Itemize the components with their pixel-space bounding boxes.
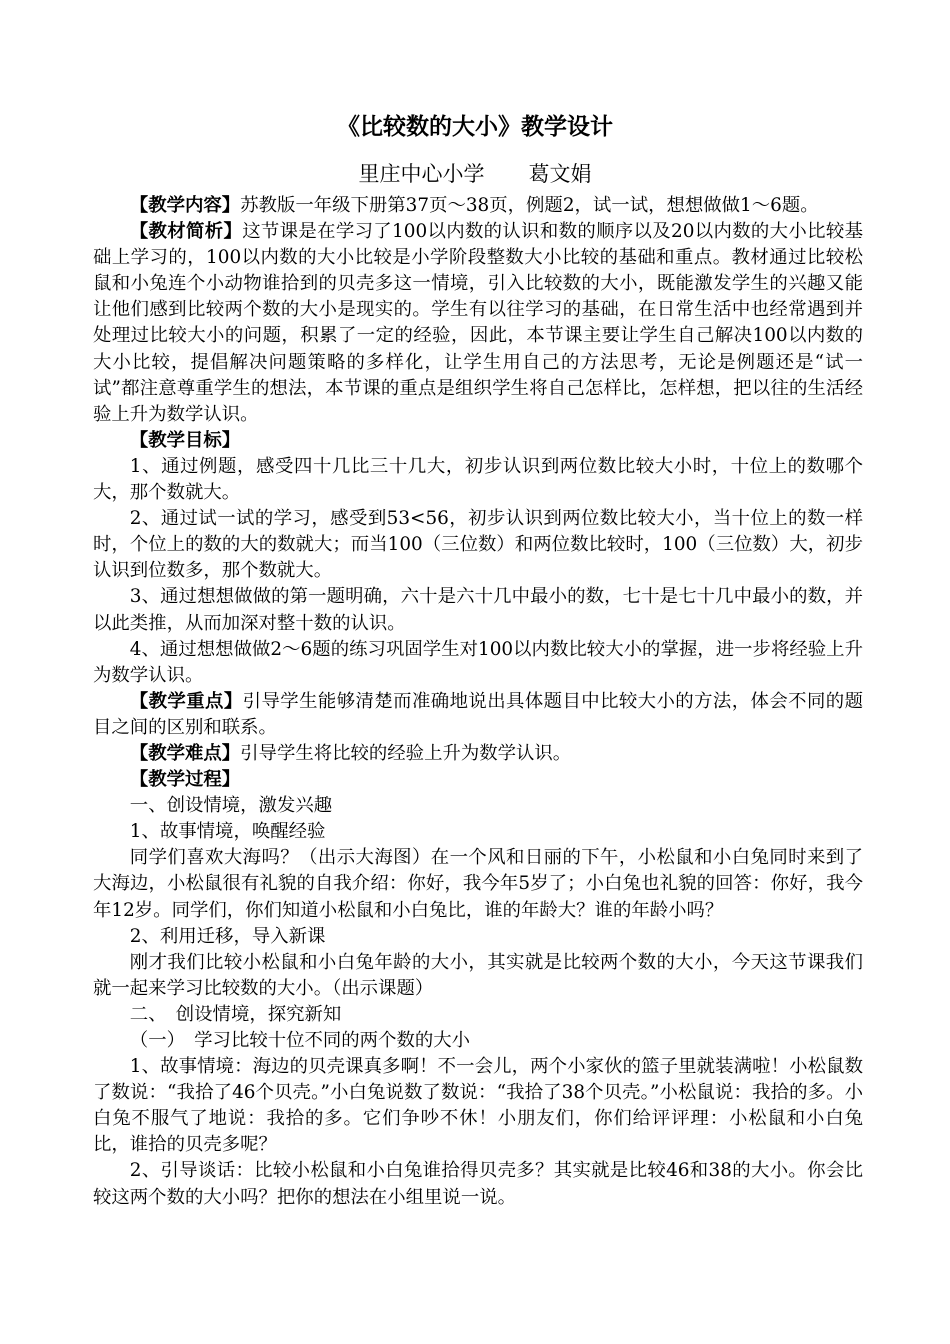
process-line: 2、利用迁移，导入新课: [129, 925, 326, 947]
process-line: 同学们喜欢大海吗？（出示大海图）在一个风和日丽的下午，小松鼠和小白兔同时来到了大海边，小松鼠很有礼貌的自我介绍：你好，我今年5岁了；小白兔也礼貌的回答：你好，我今年12岁。同学们，你们知道小松鼠和小白兔比，谁的年龄大？谁的年龄小吗？: [93, 847, 863, 921]
difficulty-paragraph: [93, 741, 863, 767]
document-body: [93, 193, 863, 1211]
goal-item: 3、通过想想做做的第一题明确，六十是六十几中最小的数，七十是七十几中最小的数，并以此类推，从而加深对整十数的认识。: [93, 586, 863, 634]
content-heading: 【教学内容】: [129, 195, 241, 216]
process-line: 一、创设情境，激发兴趣: [129, 795, 333, 817]
process-line: 二、 创设情境，探究新知: [129, 1003, 342, 1025]
goal-item: 1、通过例题，感受四十几比三十几大，初步认识到两位数比较大小时，十位上的数哪个大，那个数就大。: [93, 455, 863, 504]
process-line: 1、故事情境，唤醒经验: [129, 821, 326, 843]
difficulty-heading: 【教学难点】: [129, 742, 241, 764]
goal-item: 4、通过想想做做2～6题的练习巩固学生对100以内数比较大小的掌握，进一步将经验上升为数学认识。: [93, 638, 863, 686]
analysis-paragraph: [93, 219, 863, 428]
goal-item: 2、通过试一试的学习，感受到53<56，初步认识到两位数比较大小，当十位上的数一样时，个位上的数的大的数就大；而当100（三位数）和两位数比较时，100（三位数）大，初步认识到位数多，那个数就大。: [93, 508, 863, 582]
process-line: 刚才我们比较小松鼠和小白兔年龄的大小，其实就是比较两个数的大小，今天这节课我们就一起来学习比较数的大小。（出示课题）: [93, 951, 863, 999]
author-line: [0, 158, 950, 188]
process-line: 1、故事情境：海边的贝壳课真多啊！不一会儿，两个小家伙的篮子里就装满啦！小松鼠数了数说：“我拾了46个贝壳。”小白兔说数了数说：“我拾了38个贝壳。”小松鼠说：我拾的多。小白兔不服气了地说：我拾的多。它们争吵不休！小朋友们，你们给评评理：小松鼠和小白兔比，谁拾的贝壳多呢？: [93, 1056, 863, 1156]
goals-heading: 【教学目标】: [129, 429, 241, 451]
author-name: 葛文娟: [528, 162, 592, 186]
process-line: 2、引导谈话：比较小松鼠和小白兔谁拾得贝壳多？其实就是比较46和38的大小。你会比较这两个数的大小吗？把你的想法在小组里说一说。: [93, 1160, 863, 1208]
key-point-paragraph: [93, 689, 863, 741]
process-heading: 【教学过程】: [129, 769, 241, 791]
key-point-heading: 【教学重点】: [129, 690, 243, 712]
analysis-heading: 【教材简析】: [129, 221, 243, 243]
difficulty-text: 引导学生将比较的经验上升为数学认识。: [240, 742, 572, 764]
process-heading-line: [93, 767, 863, 793]
key-point-text: 引导学生能够清楚而准确地说出具体题目中比较大小的方法，体会不同的题目之间的区别和联系。: [93, 690, 863, 738]
content-text: 苏教版一年级下册第37页～38页，例题2，试一试，想想做做1～6题。: [240, 195, 819, 216]
document-title: 《比较数的大小》教学设计: [337, 114, 613, 140]
goals-heading-line: [93, 428, 863, 454]
content-paragraph: [93, 193, 863, 219]
school-name: 里庄中心小学: [358, 162, 485, 186]
analysis-text: 这节课是在学习了100以内数的认识和数的顺序以及20以内数的大小比较基础上学习的，100以内数的大小比较是小学阶段整数大小比较的基础和重点。教材通过比较松鼠和小兔连个小动物谁拾到的贝壳多这一情境，引入比较数的大小，既能激发学生的兴趣又能让他们感到比较两个数的大小是现实的。学生有以往学习的基础，在日常生活中也经常遇到并处理过比较大小的问题，积累了一定的经验，因此，本节课主要让学生自己解决100以内数的大小比较，提倡解决问题策略的多样化，让学生用自己的方法思考，无论是例题还是“试一试”都注意尊重学生的想法，本节课的重点是组织学生将自己怎样比，怎样想，把以往的生活经验上升为数学认识。: [93, 221, 863, 425]
process-line: （一） 学习比较十位不同的两个数的大小: [129, 1030, 471, 1051]
